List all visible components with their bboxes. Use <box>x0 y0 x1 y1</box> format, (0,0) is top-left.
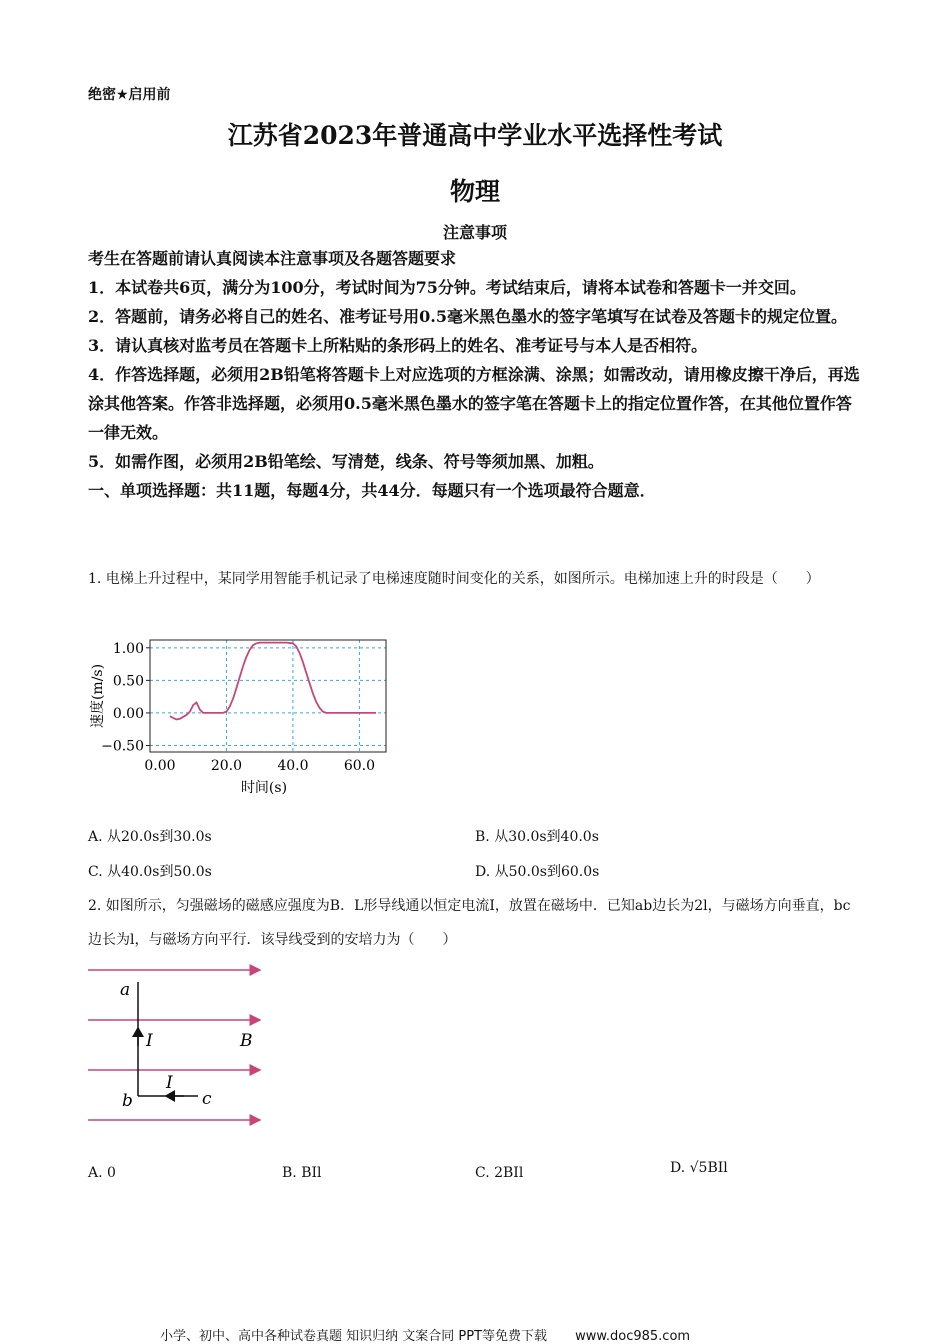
x-tick-label: 60.0 <box>343 758 375 774</box>
plot-frame <box>150 640 386 752</box>
notice-item: 3．请认真核对监考员在答题卡上所粘贴的条形码上的姓名、准考证号与本人是否相符。 <box>88 336 708 355</box>
notice-item: 2．答题前，请务必将自己的姓名、准考证号用0.5毫米黑色墨水的签字笔填写在试卷及答题卡的规定位置。 <box>88 307 847 326</box>
notice-item: 4．作答选择题，必须用2B铅笔将答题卡上对应选项的方框涂满、涂黑；如需改动，请用橡皮擦干净后，再选涂其他答案。作答非选择题，必须用0.5毫米黑色墨水的签字笔在答题卡上的指定位置作答，在其他位置作答一律无效。 <box>88 365 860 442</box>
notice-block <box>88 244 863 505</box>
label-b: b <box>122 1091 133 1111</box>
label-current-ab: I <box>146 1031 153 1051</box>
chart-ticks <box>101 641 375 774</box>
q2-option-a[interactable]: A. 0 <box>88 1165 116 1181</box>
q1-option-d[interactable]: D. 从50.0s到60.0s <box>475 864 600 880</box>
subject-title: 物理 <box>449 177 500 206</box>
q1-option-a[interactable]: A. 从20.0s到30.0s <box>88 829 212 845</box>
question-1-stem: 1. 电梯上升过程中，某同学用智能手机记录了电梯速度随时间变化的关系，如图所示。电梯加速上升的时段是（ ） <box>88 571 820 587</box>
notice-heading: 注意事项 <box>442 223 507 242</box>
page-footer <box>160 1325 714 1344</box>
exam-title: 江苏省2023年普通高中学业水平选择性考试 <box>227 121 723 150</box>
notice-item: 5．如需作图，必须用2B铅笔绘、写清楚，线条、符号等须加黑、加粗。 <box>88 452 604 471</box>
label-current-bc: I <box>166 1073 173 1093</box>
notice-intro: 考生在答题前请认真阅读本注意事项及各题答题要求 <box>88 249 457 268</box>
x-axis-label: 时间(s) <box>240 780 288 796</box>
label-c: c <box>202 1089 212 1109</box>
q1-option-c[interactable]: C. 从40.0s到50.0s <box>88 864 212 880</box>
footer-site[interactable]: www.doc985.com <box>575 1329 691 1344</box>
q2-option-d[interactable]: D. √5BIl <box>670 1160 728 1176</box>
label-a: a <box>120 980 131 1000</box>
label-field-b: B <box>240 1031 253 1051</box>
y-tick-label: −0.50 <box>101 738 144 755</box>
x-tick-label: 40.0 <box>277 758 309 774</box>
confidential-mark: 绝密★启用前 <box>88 87 171 103</box>
y-tick-label: 0.50 <box>112 673 144 690</box>
x-tick-label: 0.00 <box>144 758 176 774</box>
notice-item: 1．本试卷共6页，满分为100分，考试时间为75分钟。考试结束后，请将本试卷和答题卡一并交回。 <box>88 278 806 297</box>
y-tick-label: 1.00 <box>112 640 144 657</box>
footer-text: 小学、初中、高中各种试卷真题 知识归纳 文案合同 PPT等免费下载 <box>160 1329 548 1344</box>
y-axis-label: 速度(m/s) <box>90 663 106 729</box>
chart-grid <box>150 640 386 752</box>
x-tick-label: 20.0 <box>210 758 243 774</box>
magnetic-field-diagram <box>84 962 274 1132</box>
velocity-series-line <box>170 643 376 720</box>
q2-option-b[interactable]: B. BIl <box>282 1165 322 1181</box>
question-2-stem: 2. 如图所示，匀强磁场的磁感应强度为B．L形导线通以恒定电流I，放置在磁场中．已知ab边长为2l，与磁场方向垂直，bc边长为l，与磁场方向平行．该导线受到的安培力为（ ） <box>88 898 851 948</box>
y-tick-label: 0.00 <box>112 705 144 722</box>
q1-option-b[interactable]: B. 从30.0s到40.0s <box>475 829 599 845</box>
q2-option-c[interactable]: C. 2BIl <box>475 1165 524 1181</box>
section-heading: 一、单项选择题：共11题，每题4分，共44分．每题只有一个选项最符合题意． <box>88 481 656 500</box>
velocity-time-chart <box>84 636 394 804</box>
